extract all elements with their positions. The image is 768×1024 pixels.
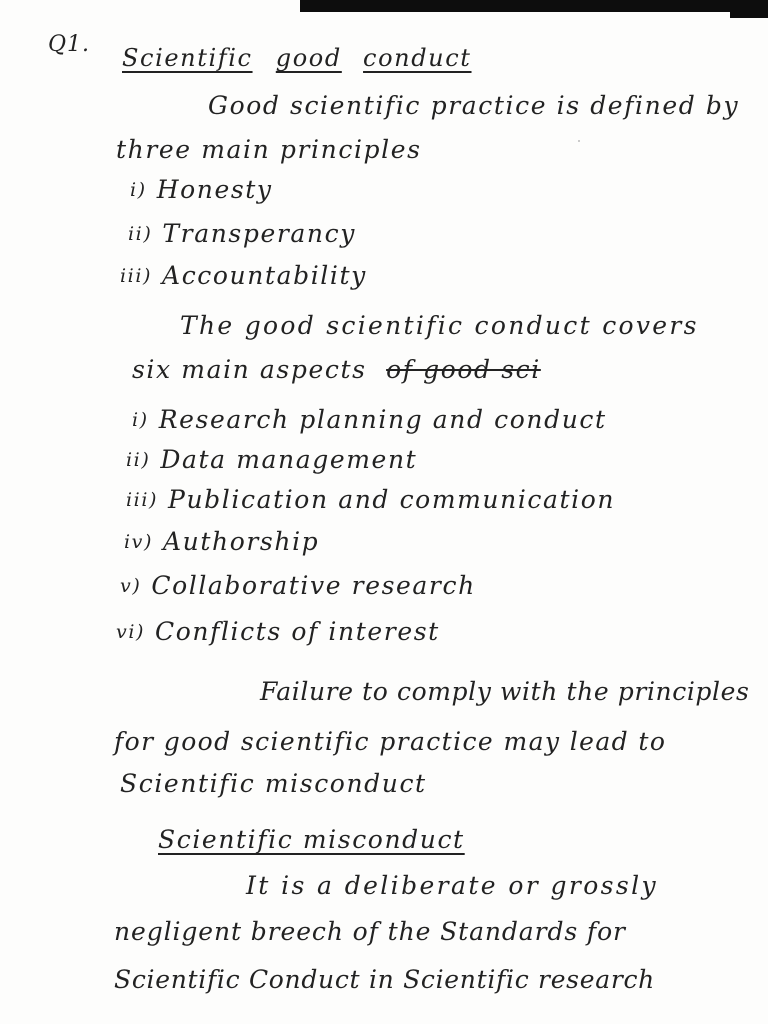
para4-line3: Scientific Conduct in Scientific research [114, 965, 655, 994]
heading-word-good: good [275, 44, 342, 72]
para1-line1: Good scientific practice is defined by [208, 91, 740, 120]
principle-number: iii) [120, 265, 153, 287]
aspect-text: Conflicts of interest [155, 617, 440, 646]
aspect-text: Collaborative research [151, 571, 476, 600]
aspect-text: Research planning and conduct [158, 405, 607, 434]
aspect-number: iv) [124, 531, 154, 553]
principle-text: Accountability [162, 261, 367, 290]
aspect-number: ii) [126, 449, 151, 471]
principle-text: Transperancy [162, 219, 356, 248]
principle-text: Honesty [156, 175, 273, 204]
struck-text: of good sci [386, 355, 541, 384]
para3-line1: Failure to comply with the principles [260, 677, 750, 706]
aspect-item [120, 570, 476, 602]
principle-item [130, 174, 273, 206]
aspect-number: vi) [116, 621, 146, 643]
aspect-number: v) [120, 575, 142, 597]
para3-line2: for good scientific practice may lead to [114, 727, 667, 756]
para4-line1: It is a deliberate or grossly [246, 871, 659, 900]
aspect-text: Publication and communication [168, 485, 616, 514]
para2-line1: The good scientific conduct covers [180, 311, 699, 340]
heading-word-conduct: conduct [363, 44, 472, 72]
aspect-item [126, 484, 615, 516]
aspect-item [116, 616, 440, 648]
principle-number: i) [130, 179, 147, 201]
aspect-number: i) [132, 409, 149, 431]
aspect-item [126, 444, 417, 476]
subheading [158, 824, 465, 856]
paper-speck [578, 140, 580, 142]
heading-word-scientific: Scientific [122, 44, 253, 72]
aspect-item [124, 526, 319, 558]
para1-line2: three main principles [116, 135, 422, 164]
aspect-text: Authorship [163, 527, 320, 556]
page-top-shadow [300, 0, 768, 12]
heading [122, 42, 472, 74]
principle-number: ii) [128, 223, 153, 245]
aspect-item [132, 404, 607, 436]
para2-line2-text: six main aspects [132, 355, 367, 384]
para4-line2: negligent breech of the Standards for [114, 917, 626, 946]
principle-item [128, 218, 356, 250]
aspect-number: iii) [126, 489, 159, 511]
question-label: Q1. [48, 32, 91, 57]
para3-line3: Scientific misconduct [120, 769, 427, 798]
page-corner-shadow [730, 0, 768, 18]
para2-line2 [132, 354, 541, 386]
aspect-text: Data management [160, 445, 418, 474]
subheading-text: Scientific misconduct [158, 825, 465, 854]
principle-item [120, 260, 367, 292]
